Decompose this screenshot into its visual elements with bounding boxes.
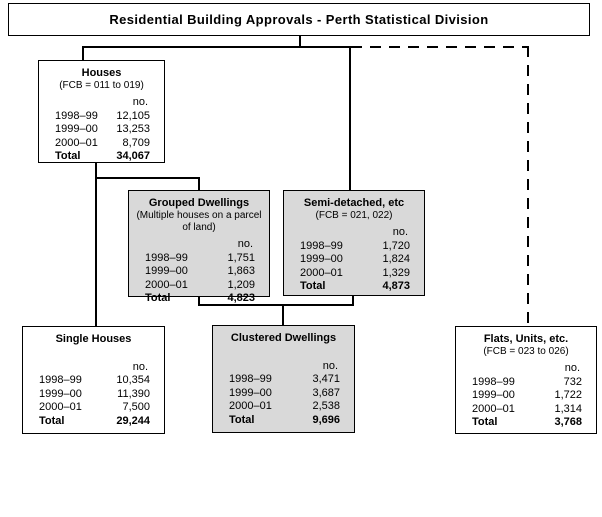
year-label: 1999–00 [229,386,272,399]
flats-units-box [455,326,597,434]
year-label: 1999–00 [55,123,98,135]
grouped-box-subtitle: (Multiple houses on a parcel of land) [136,210,262,233]
year-label: 1998–99 [472,375,515,388]
year-label: 1998–99 [145,251,188,264]
unit-label: no. [322,359,338,372]
total-value: 34,067 [116,150,150,162]
data-row [300,267,410,281]
value: 13,253 [116,123,150,135]
houses-box-subtitle: (FCB = 011 to 019) [59,80,144,91]
data-row [145,265,255,279]
total-row [229,414,340,428]
unit-row [55,96,150,110]
total-row [300,280,410,294]
connector-houses-top [82,46,84,60]
data-row [55,110,150,124]
value: 1,722 [554,389,582,401]
connector-main-horizontal [82,46,351,48]
data-row [472,403,582,417]
year-label: 1999–00 [300,253,343,265]
single-data-table [23,361,164,429]
title-banner [8,3,590,36]
page-title: Residential Building Approvals - Perth Statistical Division [109,12,489,27]
semi-data-table [284,226,424,294]
value: 8,709 [122,136,150,149]
unit-row [300,226,410,240]
unit-label: no. [132,360,148,373]
total-label: Total [229,413,255,426]
year-label: 1998–99 [55,109,98,122]
year-label: 1998–99 [39,374,82,386]
year-label: 1999–00 [39,387,82,400]
unit-label: no. [392,226,408,238]
total-row [145,292,255,306]
value: 1,863 [227,265,255,277]
houses-data-table [39,96,164,164]
connector-semi-top [349,46,351,191]
data-row [472,389,582,403]
flats-data-table [456,362,596,430]
value: 1,751 [227,251,255,264]
unit-label: no. [132,96,148,108]
grouped-dwellings-box [128,190,270,304]
data-row [472,376,582,390]
year-label: 1999–00 [145,265,188,277]
year-label: 2000–01 [145,278,188,291]
unit-row [472,362,582,376]
year-label: 1998–99 [300,239,343,252]
clustered-box-title: Clustered Dwellings [230,332,337,344]
houses-box-title: Houses [81,67,122,79]
value: 12,105 [116,109,150,122]
grouped-data-table [129,238,269,306]
connector-dashed-horizontal [351,46,528,48]
spacer [213,345,354,360]
data-row [39,374,150,388]
value: 732 [563,375,582,388]
total-label: Total [300,280,326,292]
value: 1,314 [554,402,582,415]
value: 3,471 [312,373,340,385]
unit-row [229,360,340,374]
value: 1,720 [382,239,410,252]
value: 3,687 [312,386,340,399]
year-label: 2000–01 [39,401,82,413]
data-row [229,373,340,387]
total-row [39,415,150,429]
semi-detached-box [283,190,425,296]
connector-clustered-top [282,304,284,326]
houses-box [38,60,165,163]
value: 7,500 [122,401,150,413]
spacer [23,346,164,361]
connector-grouped-top [198,177,200,191]
data-row [229,400,340,414]
data-row [229,387,340,401]
data-row [55,123,150,137]
flats-box-subtitle: (FCB = 023 to 026) [483,346,569,357]
value: 1,824 [382,253,410,265]
year-label: 1998–99 [229,373,272,385]
data-row [145,252,255,266]
total-value: 9,696 [312,413,340,426]
total-label: Total [39,414,65,427]
unit-row [39,361,150,375]
unit-label: no. [564,362,580,374]
year-label: 2000–01 [300,266,343,279]
total-value: 4,823 [227,292,255,304]
flats-box-title: Flats, Units, etc. [483,333,569,345]
connector-houses-split [95,177,200,179]
data-row [300,240,410,254]
single-houses-box [22,326,165,434]
clustered-dwellings-box [212,325,355,433]
total-row [55,150,150,164]
connector-dashed-flats [527,46,529,326]
data-row [39,388,150,402]
data-row [145,279,255,293]
year-label: 2000–01 [229,400,272,412]
value: 11,390 [117,387,150,400]
year-label: 1999–00 [472,389,515,401]
value: 1,209 [227,278,255,291]
total-label: Total [472,416,498,428]
semi-box-subtitle: (FCB = 021, 022) [315,210,393,221]
value: 2,538 [312,400,340,412]
total-label: Total [145,292,171,304]
connector-houses-to-single [95,163,97,326]
unit-row [145,238,255,252]
total-value: 4,873 [382,280,410,292]
semi-box-title: Semi-detached, etc [303,197,405,209]
year-label: 2000–01 [472,402,515,415]
total-value: 29,244 [116,414,150,427]
data-row [300,253,410,267]
clustered-data-table [213,360,354,428]
data-row [39,401,150,415]
year-label: 2000–01 [55,136,98,149]
total-row [472,416,582,430]
total-value: 3,768 [554,416,582,428]
data-row [55,137,150,151]
grouped-box-title: Grouped Dwellings [148,197,250,209]
value: 1,329 [382,266,410,279]
single-box-title: Single Houses [55,333,132,345]
value: 10,354 [116,374,150,386]
total-label: Total [55,150,81,162]
unit-label: no. [237,238,253,250]
